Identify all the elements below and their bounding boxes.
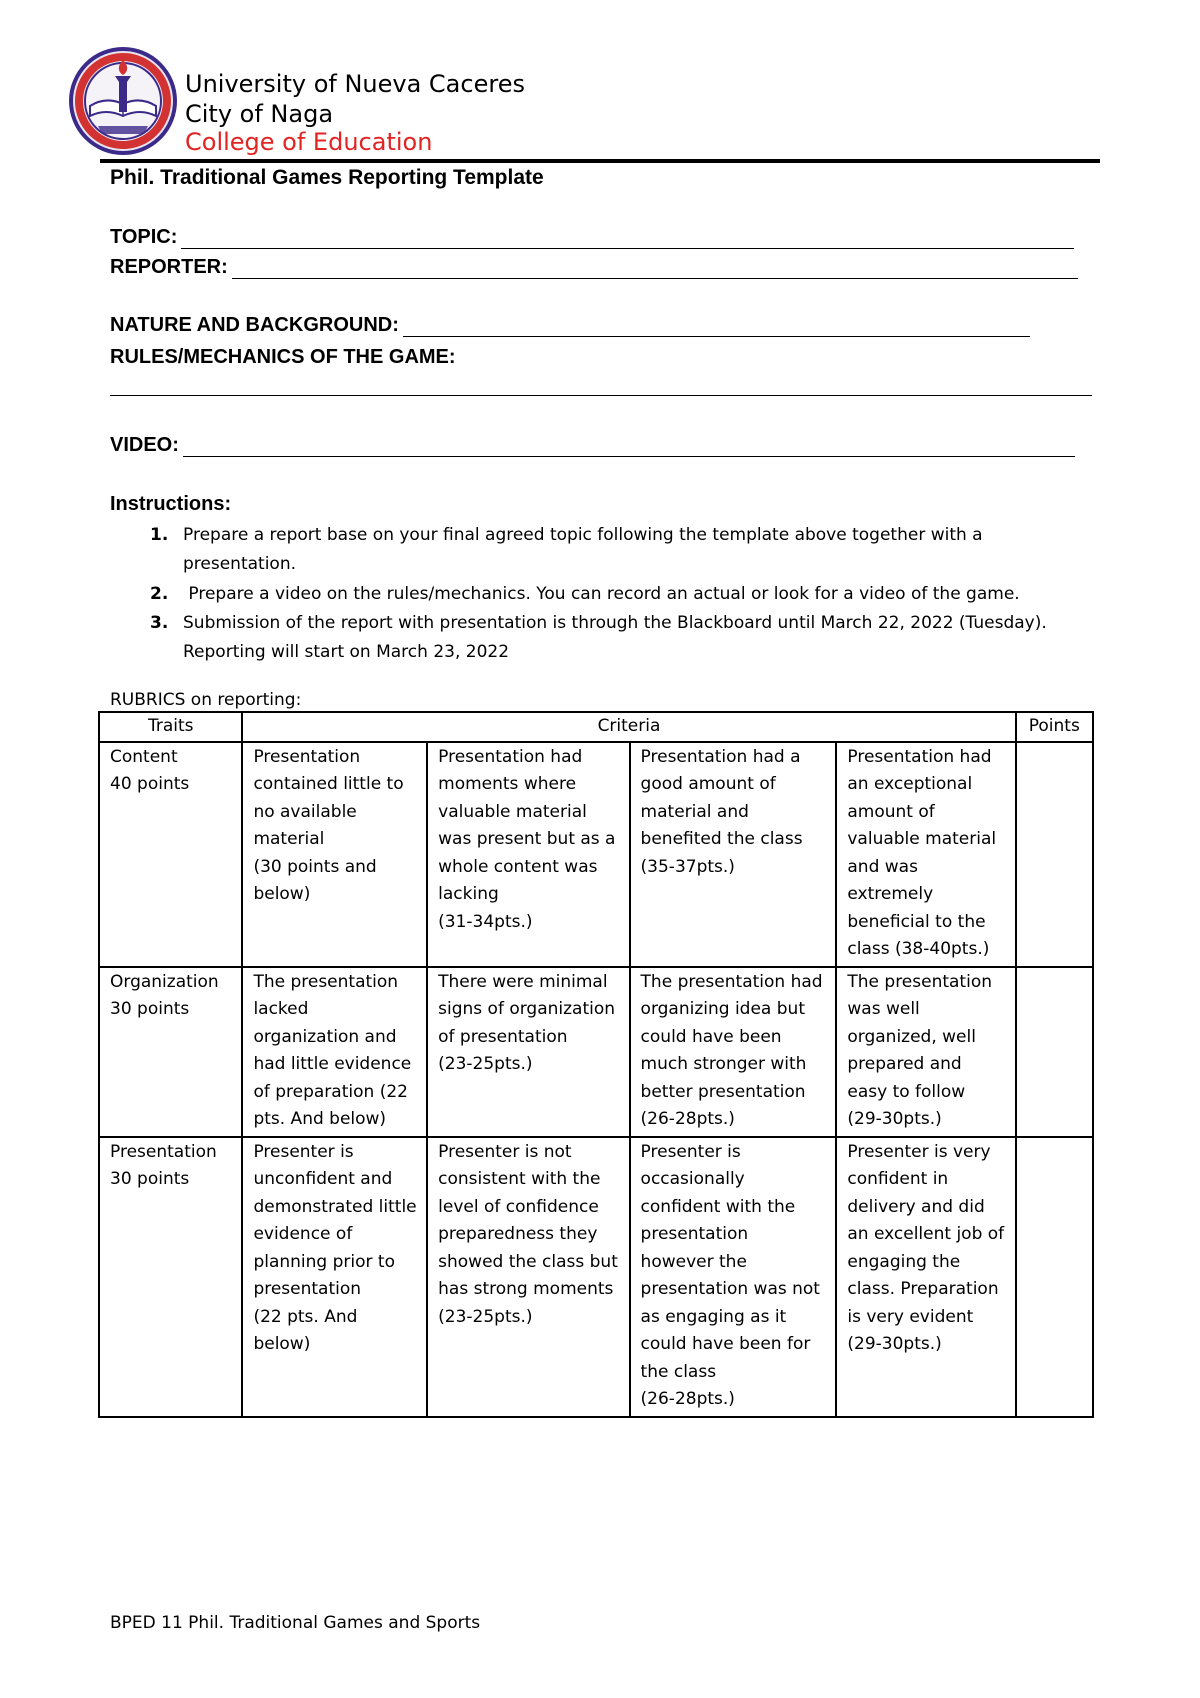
rubric-header-row — [99, 712, 1093, 742]
criteria-range: (29-30pts.) — [847, 1334, 942, 1354]
criteria-text: Presentation had an exceptional amount of valuable material and was extremely beneficial to the class — [847, 746, 997, 959]
trait-cell — [99, 1137, 242, 1417]
trait-name: Presentation — [110, 1141, 217, 1162]
rules-mechanics-field — [110, 346, 456, 369]
criteria-cell — [630, 742, 837, 967]
criteria-text: Presenter is occasionally confident with the presentation however the presentation was not as engaging as it could have been for the class — [640, 1141, 820, 1382]
rubric-row-presentation — [99, 1137, 1093, 1417]
criteria-range: (26-28pts.) — [640, 1109, 735, 1129]
rules-mechanics-label: RULES/MECHANICS OF THE GAME: — [110, 346, 456, 368]
trait-name: Content — [110, 746, 178, 767]
criteria-cell — [242, 967, 427, 1137]
criteria-range: (30 points and below) — [253, 856, 377, 904]
trait-points: 40 points — [110, 774, 190, 794]
rubric-row-content — [99, 742, 1093, 967]
video-blank-line[interactable] — [183, 436, 1075, 457]
instruction-number: 2. — [150, 584, 169, 604]
nature-background-field[interactable] — [110, 314, 1030, 337]
trait-points: 30 points — [110, 999, 190, 1019]
topic-field[interactable] — [110, 226, 1074, 249]
video-field[interactable] — [110, 434, 1075, 457]
trait-name: Organization — [110, 971, 219, 992]
rubric-row-organization — [99, 967, 1093, 1137]
criteria-cell — [242, 742, 427, 967]
criteria-range: (35-37pts.) — [640, 856, 735, 877]
criteria-cell — [630, 967, 837, 1137]
trait-cell — [99, 742, 242, 967]
topic-blank-line[interactable] — [181, 228, 1074, 249]
instruction-item — [140, 609, 1070, 667]
college-seal-logo — [68, 46, 178, 156]
instructions-title: Instructions: — [110, 493, 232, 515]
nature-background-blank-line[interactable] — [403, 316, 1030, 337]
instruction-text: Submission of the report with presentation is through the Blackboard until March 22, 2022 (Tuesday). Reporting will start on March 23, 2022 — [183, 613, 1047, 662]
topic-label: TOPIC: — [110, 226, 178, 248]
criteria-range: (26-28pts.) — [640, 1389, 735, 1409]
criteria-range: (31-34pts.) — [438, 911, 533, 932]
reporter-label: REPORTER: — [110, 256, 228, 278]
criteria-header: Criteria — [242, 712, 1015, 742]
criteria-cell — [836, 967, 1015, 1137]
criteria-range: (38-40pts.) — [894, 939, 990, 959]
criteria-text: Presenter is very confident in delivery and did an excellent job of engaging the class. Preparation is very evident — [847, 1141, 1005, 1327]
criteria-cell — [630, 1137, 837, 1417]
criteria-text: Presenter is not consistent with the level of confidence preparedness they showed the class but has strong moments — [438, 1141, 618, 1299]
criteria-text: The presentation was well organized, well prepared and easy to follow — [847, 971, 992, 1102]
criteria-text: Presentation had moments where valuable material was present but as a whole content was lacking — [438, 746, 616, 904]
document-title: Phil. Traditional Games Reporting Template — [110, 166, 544, 189]
reporter-field[interactable] — [110, 256, 1078, 279]
university-name: University of Nueva Caceres — [185, 70, 525, 98]
criteria-range: (29-30pts.) — [847, 1109, 942, 1129]
trait-cell — [99, 967, 242, 1137]
criteria-range: (22 pts. And below) — [253, 1081, 408, 1129]
criteria-cell — [836, 1137, 1015, 1417]
criteria-text: There were minimal signs of organization of presentation — [438, 971, 616, 1047]
points-input-cell[interactable] — [1016, 742, 1093, 967]
points-input-cell[interactable] — [1016, 1137, 1093, 1417]
traits-header: Traits — [99, 712, 242, 742]
rubric-table — [98, 711, 1094, 1418]
instruction-item — [140, 580, 1070, 609]
criteria-cell — [836, 742, 1015, 967]
video-label: VIDEO: — [110, 434, 179, 456]
criteria-range: (22 pts. And below) — [253, 1306, 358, 1354]
city-name: City of Naga — [185, 100, 334, 128]
instruction-number: 1. — [150, 525, 169, 545]
trait-points: 30 points — [110, 1169, 190, 1189]
page-footer: BPED 11 Phil. Traditional Games and Sports — [110, 1613, 481, 1633]
criteria-text: Presentation contained little to no available material — [253, 746, 404, 849]
criteria-text: Presenter is unconfident and demonstrated little evidence of planning prior to presentation — [253, 1141, 417, 1299]
criteria-cell — [427, 1137, 629, 1417]
criteria-cell — [242, 1137, 427, 1417]
criteria-text: The presentation lacked organization and had little evidence of preparation — [253, 971, 412, 1102]
reporter-blank-line[interactable] — [232, 258, 1078, 279]
instruction-text: Prepare a report base on your final agreed topic following the template above together with a presentation. — [183, 525, 983, 574]
criteria-text: Presentation had a good amount of material and benefited the class — [640, 746, 803, 849]
points-input-cell[interactable] — [1016, 967, 1093, 1137]
criteria-range: (23-25pts.) — [438, 1306, 533, 1327]
instruction-number: 3. — [150, 613, 169, 633]
header-divider — [100, 159, 1100, 163]
criteria-cell — [427, 967, 629, 1137]
instruction-text: Prepare a video on the rules/mechanics. You can record an actual or look for a video of the game. — [183, 584, 1020, 604]
criteria-text: The presentation had organizing idea but could have been much stronger with better presentation — [640, 971, 823, 1102]
college-name: College of Education — [185, 128, 433, 156]
instruction-item — [140, 521, 1070, 579]
criteria-cell — [427, 742, 629, 967]
criteria-range: (23-25pts.) — [438, 1054, 533, 1074]
nature-background-label: NATURE AND BACKGROUND: — [110, 314, 399, 336]
rubric-title: RUBRICS on reporting: — [110, 690, 302, 710]
rules-mechanics-blank-line[interactable] — [110, 395, 1092, 396]
points-header: Points — [1016, 712, 1093, 742]
